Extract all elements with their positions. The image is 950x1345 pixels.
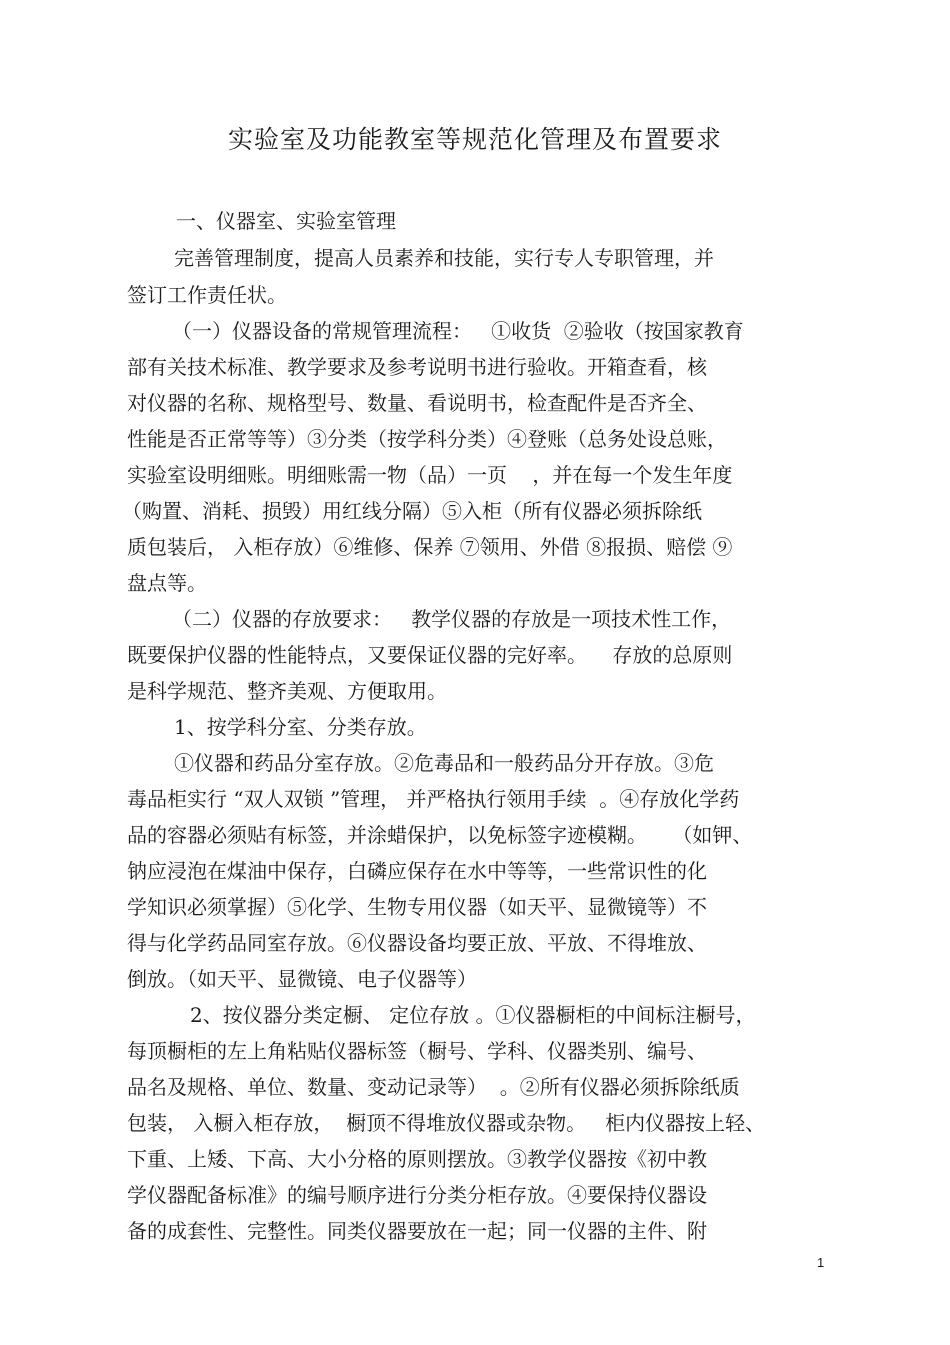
text-line: 实验室设明细账。明细账需一物（品）一页 ，并在每一个发生年度: [127, 463, 733, 487]
text-line: ①仪器和药品分室存放。②危毒品和一般药品分开存放。③危: [174, 751, 714, 775]
text-line: （二）仪器的存放要求： 教学仪器的存放是一项技术性工作，: [172, 607, 732, 631]
text-line: 性能是否正常等等）③分类（按学科分类）④登账（总务处设总账，: [127, 427, 727, 451]
text-line: 盘点等。: [127, 571, 207, 595]
text-line: 1、按学科分室、分类存放。: [174, 715, 427, 739]
text-line: 品的容器必须贴有标签，并涂蜡保护，以免标签字迹模糊。 （如钾、: [127, 823, 753, 847]
text-line: 钠应浸泡在煤油中保存，白磷应保存在水中等等，一些常识性的化: [127, 859, 707, 883]
document-title: 实验室及功能教室等规范化管理及布置要求: [227, 125, 722, 154]
text-line: 部有关技术标准、教学要求及参考说明书进行验收。开箱查看，核: [127, 355, 707, 379]
text-line: （一）仪器设备的常规管理流程： ①收货 ②验收（按国家教育: [172, 319, 744, 343]
text-line: 既要保护仪器的性能特点，又要保证仪器的完好率。 存放的总原则: [127, 643, 733, 667]
text-line: 下重、上矮、下高、大小分格的原则摆放。③教学仪器按《初中教: [127, 1147, 707, 1171]
page-number: 1: [817, 1255, 825, 1270]
text-line: （购置、消耗、损毁）用红线分隔）⑤入柜（所有仪器必须拆除纸: [122, 499, 702, 523]
text-line: 对仪器的名称、规格型号、数量、看说明书，检查配件是否齐全、: [127, 391, 707, 415]
text-line: 包装， 入橱入柜存放， 橱顶不得堆放仪器或杂物。 柜内仪器按上轻、: [127, 1111, 766, 1135]
text-line: 毒品柜实行 “双人双锁 ”管理， 并严格执行领用手续 。④存放化学药: [127, 787, 740, 811]
text-line: 2、按仪器分类定橱、 定位存放 。①仪器橱柜的中间标注橱号，: [190, 1003, 756, 1027]
text-line: 质包装后， 入柜存放）⑥维修、保养 ⑦领用、外借 ⑧报损、赔偿 ⑨: [127, 535, 733, 559]
text-line: 每顶橱柜的左上角粘贴仪器标签（橱号、学科、仪器类别、编号、: [127, 1039, 707, 1063]
text-line: 签订工作责任状。: [127, 283, 287, 307]
text-line: 品名及规格、单位、数量、变动记录等） 。②所有仪器必须拆除纸质: [127, 1075, 740, 1099]
text-line: 备的成套性、完整性。同类仪器要放在一起；同一仪器的主件、附: [127, 1219, 707, 1243]
text-line: 学知识必须掌握）⑤化学、生物专用仪器（如天平、显微镜等）不: [127, 895, 707, 919]
text-line: 完善管理制度，提高人员素养和技能，实行专人专职管理，并: [174, 246, 714, 270]
text-line: 是科学规范、整齐美观、方便取用。: [127, 679, 447, 703]
text-line: 得与化学药品同室存放。⑥仪器设备均要正放、平放、不得堆放、: [127, 931, 707, 955]
text-line: 倒放。（如天平、显微镜、电子仪器等）: [127, 967, 477, 991]
text-line: 学仪器配备标准》的编号顺序进行分类分柜存放。④要保持仪器设: [127, 1183, 707, 1207]
section-heading: 一、仪器室、实验室管理: [176, 209, 396, 233]
